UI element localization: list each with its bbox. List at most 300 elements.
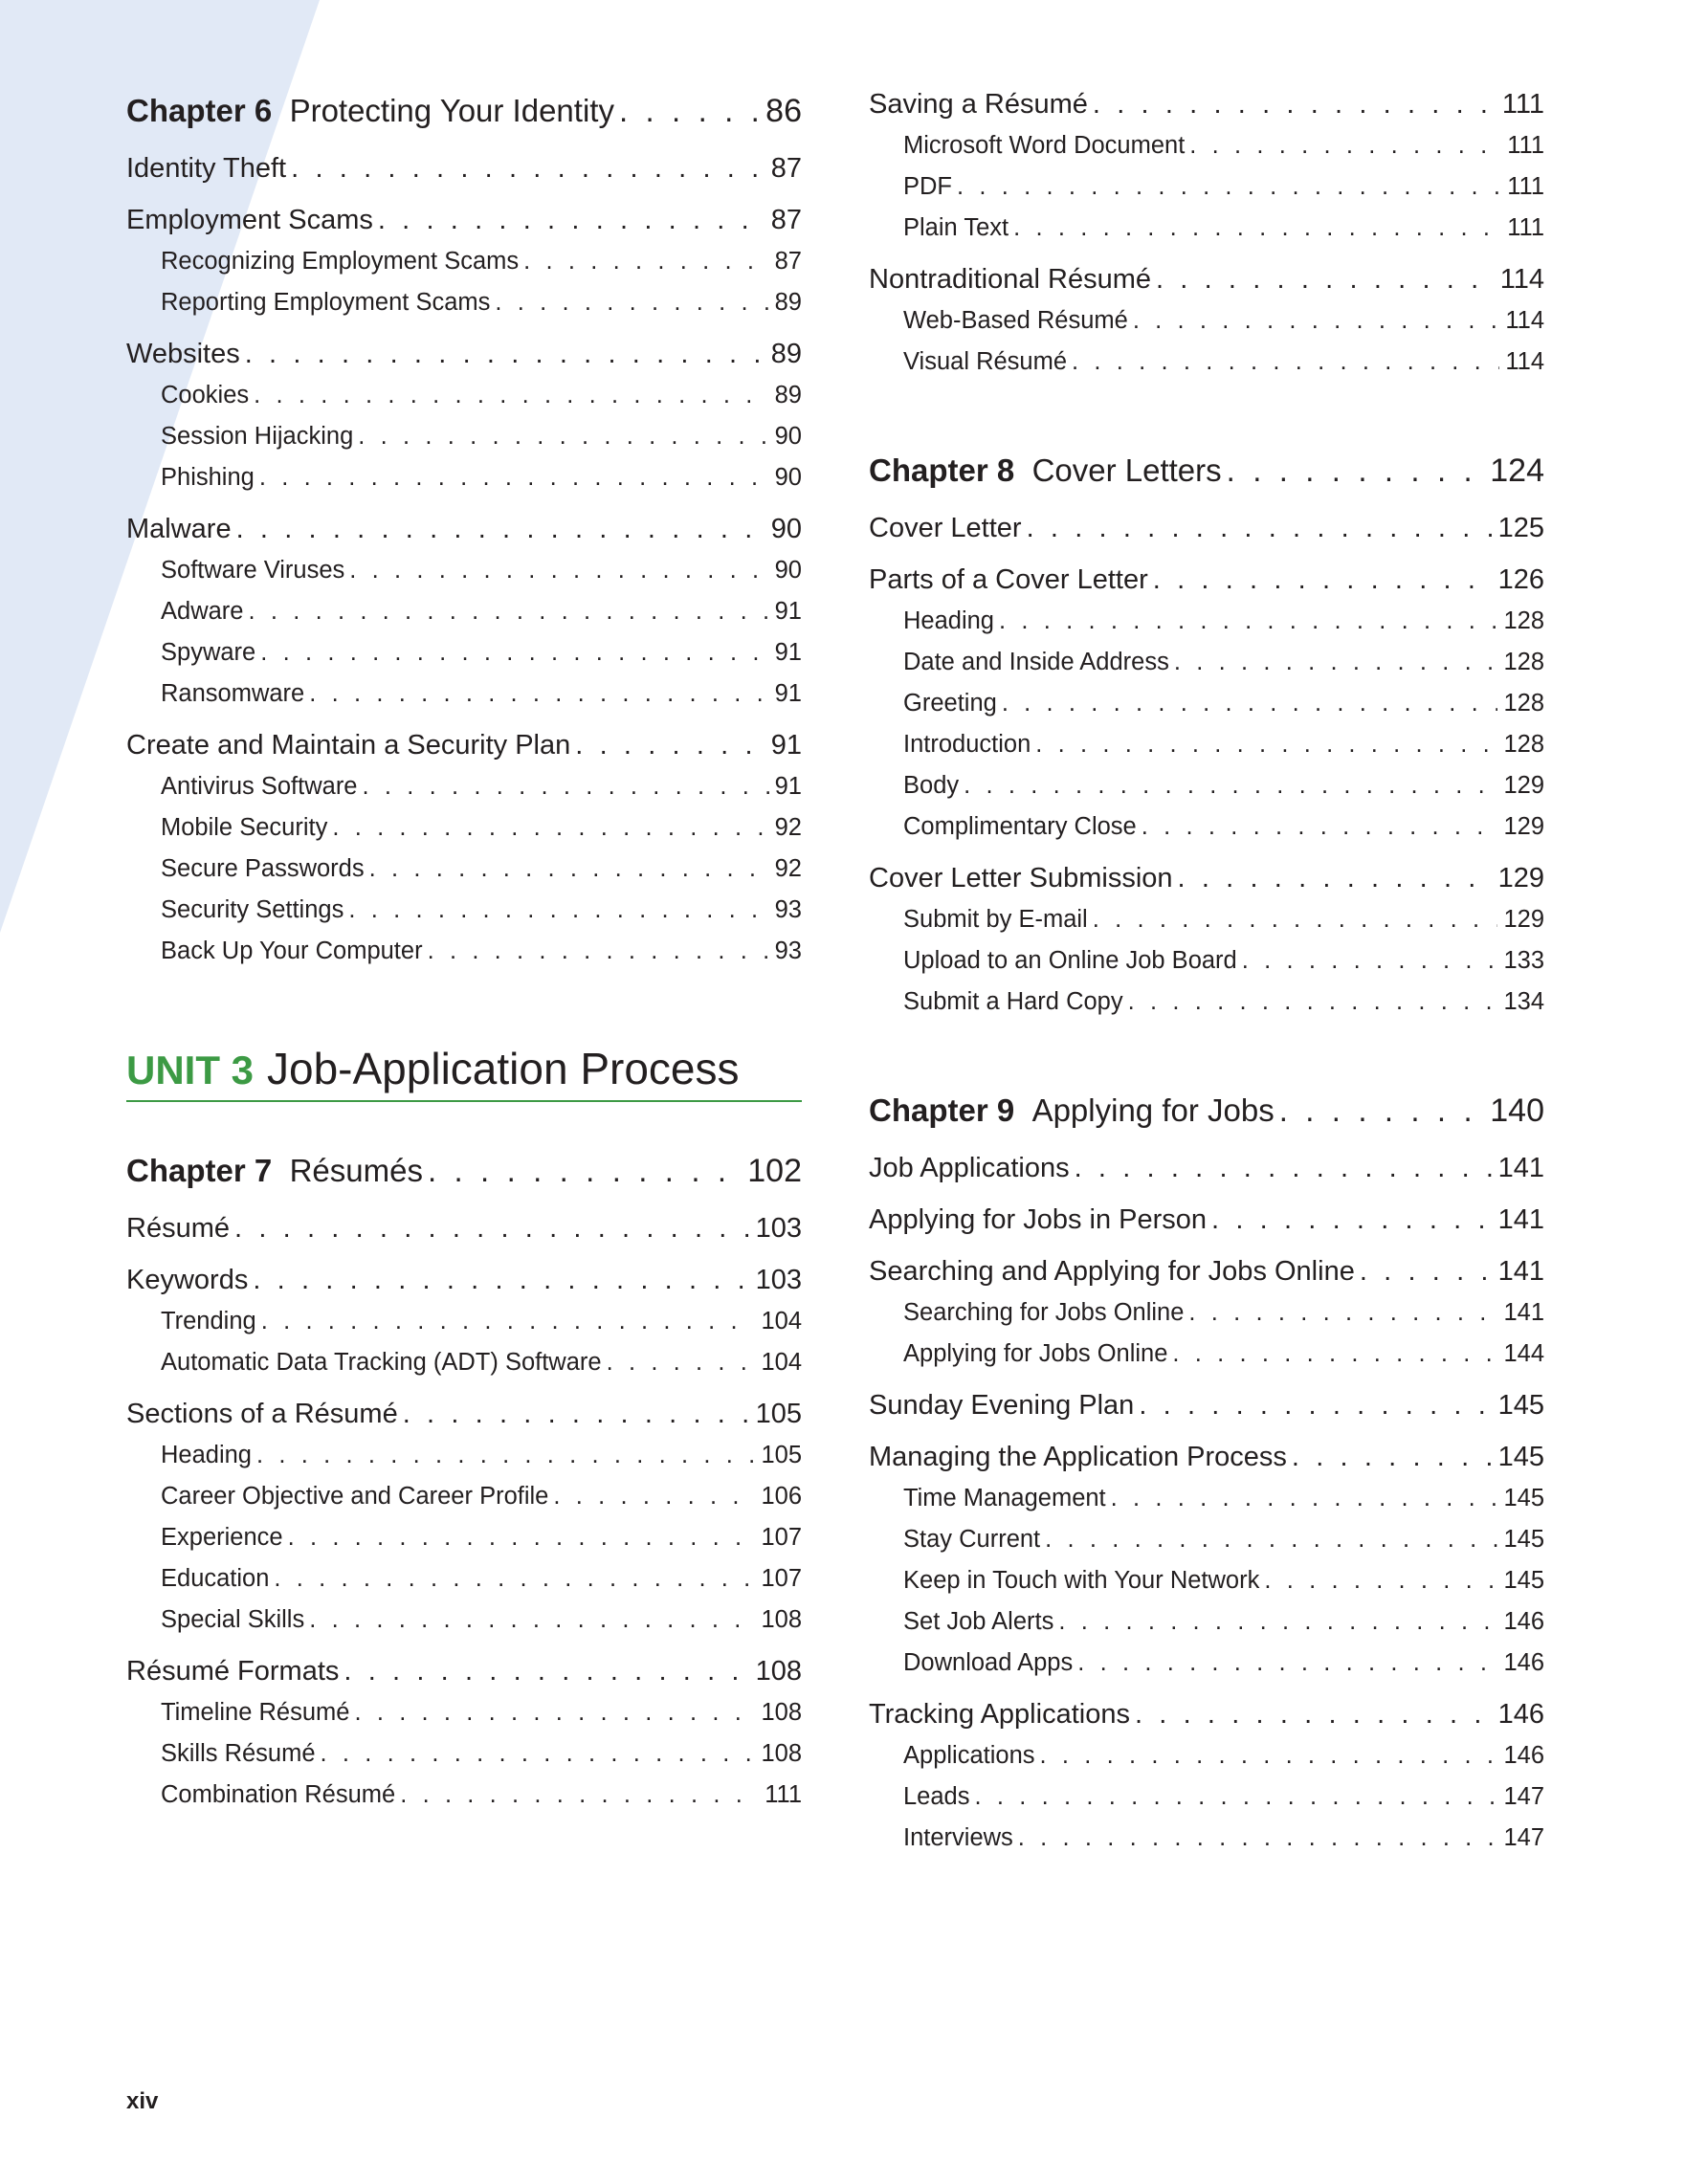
toc-section[interactable]	[126, 509, 802, 550]
entry-page: 141	[1497, 1256, 1544, 1287]
entry-title: Body	[903, 772, 960, 799]
dot-leader	[344, 550, 768, 591]
dot-leader	[1128, 300, 1500, 342]
toc-subsection[interactable]	[126, 282, 802, 323]
entry-title: Interviews	[903, 1824, 1013, 1851]
entry-title: Antivirus Software	[161, 773, 358, 800]
toc-subsection[interactable]	[869, 642, 1544, 683]
toc-subsection[interactable]	[126, 1435, 802, 1476]
toc-chapter-8[interactable]	[869, 444, 1544, 497]
entry-page: 92	[774, 814, 802, 841]
toc-chapter-6[interactable]	[126, 84, 802, 138]
toc-section[interactable]	[869, 1437, 1544, 1478]
entry-title: Back Up Your Computer	[161, 938, 423, 964]
entry-title: Employment Scams	[126, 205, 373, 235]
toc-left-column	[126, 84, 802, 1816]
toc-subsection[interactable]	[126, 1733, 802, 1775]
entry-page: 129	[1503, 906, 1544, 933]
toc-subsection[interactable]	[869, 166, 1544, 208]
entry-page: 145	[1503, 1526, 1544, 1553]
entry-title: Cookies	[161, 382, 250, 408]
entry-page: 90	[774, 464, 802, 491]
dot-leader	[1088, 899, 1498, 940]
chapter-9-entries	[869, 1148, 1544, 1859]
dot-leader	[602, 1342, 756, 1383]
entry-page: 141	[1497, 1153, 1544, 1183]
chapter-title: Protecting Your Identity	[289, 93, 614, 128]
entry-title: Cover Letter Submission	[869, 863, 1173, 893]
toc-subsection[interactable]	[869, 125, 1544, 166]
entry-title: Searching and Applying for Jobs Online	[869, 1256, 1355, 1287]
toc-section[interactable]	[869, 1251, 1544, 1292]
dot-leader	[1123, 982, 1498, 1023]
chapter-8-entries	[869, 508, 1544, 1023]
entry-page: 145	[1497, 1442, 1544, 1472]
dot-leader	[358, 766, 769, 807]
entry-title: Malware	[126, 514, 232, 544]
entry-page: 91	[774, 773, 802, 800]
toc-subsection[interactable]	[869, 940, 1544, 982]
dot-leader	[423, 1144, 742, 1198]
entry-title: Upload to an Online Job Board	[903, 947, 1237, 974]
entry-page: 107	[761, 1565, 802, 1592]
toc-subsection[interactable]	[126, 1599, 802, 1641]
entry-page: 145	[1503, 1567, 1544, 1594]
toc-subsection[interactable]	[869, 1643, 1544, 1684]
dot-leader	[252, 1435, 755, 1476]
unit-label: UNIT 3	[126, 1048, 255, 1092]
entry-page: 146	[1497, 1699, 1544, 1730]
entry-page: 89	[774, 289, 802, 316]
dot-leader	[339, 1651, 749, 1692]
dot-leader	[1148, 560, 1493, 601]
dot-leader	[1073, 1643, 1497, 1684]
dot-leader	[570, 725, 765, 766]
chapter-6-entries	[126, 148, 802, 972]
dot-leader	[398, 1394, 750, 1435]
chapter-page: 140	[1490, 1092, 1544, 1129]
entry-title: Trending	[161, 1308, 256, 1335]
entry-page: 108	[761, 1740, 802, 1767]
dot-leader	[1067, 342, 1499, 383]
toc-subsection[interactable]	[126, 766, 802, 807]
dot-leader	[255, 632, 768, 673]
entry-page: 105	[761, 1442, 802, 1468]
dot-leader	[1275, 1084, 1485, 1137]
entry-title: Combination Résumé	[161, 1781, 396, 1808]
toc-section[interactable]	[869, 1200, 1544, 1241]
dot-leader	[1237, 940, 1498, 982]
dot-leader	[1040, 1519, 1497, 1560]
dot-leader	[256, 1301, 756, 1342]
dot-leader	[1151, 259, 1495, 300]
dot-leader	[316, 1733, 756, 1775]
entry-title: Recognizing Employment Scams	[161, 248, 520, 275]
dot-leader	[248, 1260, 749, 1301]
toc-section[interactable]	[126, 334, 802, 375]
toc-subsection[interactable]	[869, 1292, 1544, 1334]
entry-title: Download Apps	[903, 1649, 1074, 1676]
entry-title: Searching for Jobs Online	[903, 1299, 1185, 1326]
entry-title: Heading	[903, 607, 994, 634]
toc-section[interactable]	[869, 84, 1544, 125]
entry-title: Identity Theft	[126, 153, 287, 184]
dot-leader	[240, 334, 765, 375]
dot-leader	[614, 84, 760, 138]
toc-subsection[interactable]	[126, 375, 802, 416]
entry-title: Set Job Alerts	[903, 1608, 1054, 1635]
entry-page: 128	[1503, 731, 1544, 758]
toc-subsection[interactable]	[869, 1601, 1544, 1643]
toc-section[interactable]	[869, 508, 1544, 549]
entry-page: 91	[770, 730, 802, 761]
entry-page: 90	[774, 557, 802, 584]
dot-leader	[249, 375, 768, 416]
toc-subsection[interactable]	[126, 1517, 802, 1558]
chapter-label: Chapter 9	[869, 1092, 1015, 1128]
toc-subsection[interactable]	[126, 1692, 802, 1733]
dot-leader	[1013, 1818, 1498, 1859]
toc-subsection[interactable]	[869, 982, 1544, 1023]
entry-page: 114	[1505, 307, 1544, 334]
entry-page: 106	[761, 1483, 802, 1510]
entry-page: 90	[770, 514, 802, 544]
dot-leader	[490, 282, 768, 323]
entry-page: 128	[1503, 690, 1544, 717]
toc-subsection[interactable]	[869, 1735, 1544, 1776]
dot-leader	[230, 1208, 750, 1249]
toc-subsection[interactable]	[869, 342, 1544, 383]
entry-title: Tracking Applications	[869, 1699, 1130, 1730]
dot-leader	[1207, 1200, 1493, 1241]
chapter-label: Chapter 7	[126, 1153, 273, 1188]
entry-title: Greeting	[903, 690, 997, 717]
toc-subsection[interactable]	[126, 632, 802, 673]
toc-subsection[interactable]	[126, 849, 802, 890]
entry-page: 87	[774, 248, 802, 275]
toc-subsection[interactable]	[126, 550, 802, 591]
entry-page: 104	[761, 1349, 802, 1376]
entry-page: 103	[755, 1265, 802, 1295]
dot-leader	[353, 416, 768, 457]
entry-title: Session Hijacking	[161, 423, 354, 450]
dot-leader	[1259, 1560, 1497, 1601]
entry-page: 93	[774, 938, 802, 964]
chapter-page: 102	[747, 1153, 802, 1189]
entry-title: Complimentary Close	[903, 813, 1137, 840]
dot-leader	[304, 673, 768, 715]
entry-page: 104	[761, 1308, 802, 1335]
toc-subsection[interactable]	[869, 1478, 1544, 1519]
page-number: xiv	[126, 2088, 159, 2114]
toc-subsection[interactable]	[126, 241, 802, 282]
entry-page: 111	[1501, 89, 1544, 120]
toc-subsection[interactable]	[869, 1519, 1544, 1560]
dot-leader	[1169, 642, 1498, 683]
toc-section[interactable]	[126, 200, 802, 241]
entry-title: Applying for Jobs in Person	[869, 1204, 1208, 1235]
toc-section[interactable]	[869, 1148, 1544, 1189]
entry-title: Experience	[161, 1524, 283, 1551]
dot-leader	[952, 166, 1501, 208]
entry-title: Security Settings	[161, 896, 344, 923]
toc-right-column	[869, 84, 1544, 1859]
entry-page: 147	[1503, 1824, 1544, 1851]
entry-title: Career Objective and Career Profile	[161, 1483, 549, 1510]
entry-page: 114	[1505, 348, 1544, 375]
entry-page: 111	[1507, 214, 1544, 241]
entry-page: 141	[1497, 1204, 1544, 1235]
entry-title: Keep in Touch with Your Network	[903, 1567, 1260, 1594]
dot-leader	[304, 1599, 755, 1641]
dot-leader	[232, 509, 765, 550]
entry-title: Introduction	[903, 731, 1031, 758]
toc-subsection[interactable]	[869, 765, 1544, 806]
entry-page: 111	[1507, 173, 1544, 200]
entry-page: 108	[761, 1606, 802, 1633]
entry-title: Résumé Formats	[126, 1656, 340, 1687]
toc-section[interactable]	[126, 1394, 802, 1435]
entry-title: Applications	[903, 1742, 1035, 1769]
entry-title: Automatic Data Tracking (ADT) Software	[161, 1349, 602, 1376]
entry-page: 90	[774, 423, 802, 450]
dot-leader	[269, 1558, 755, 1599]
entry-page: 128	[1503, 649, 1544, 675]
entry-title: Applying for Jobs Online	[903, 1340, 1168, 1367]
chapter-title: Résumés	[289, 1153, 423, 1188]
dot-leader	[1137, 806, 1498, 848]
toc-chapter-7[interactable]	[126, 1144, 802, 1198]
entry-title: Spyware	[161, 639, 256, 666]
dot-leader	[286, 148, 765, 189]
toc-subsection[interactable]	[869, 208, 1544, 249]
toc-subsection[interactable]	[126, 457, 802, 498]
entry-page: 129	[1503, 813, 1544, 840]
entry-page: 147	[1503, 1783, 1544, 1810]
dot-leader	[1035, 1735, 1498, 1776]
entry-page: 146	[1503, 1649, 1544, 1676]
entry-page: 91	[774, 680, 802, 707]
toc-section[interactable]	[126, 1651, 802, 1692]
toc-subsection[interactable]	[126, 931, 802, 972]
entry-title: Ransomware	[161, 680, 305, 707]
toc-subsection[interactable]	[869, 1560, 1544, 1601]
entry-page: 114	[1499, 264, 1544, 295]
toc-section[interactable]	[126, 1260, 802, 1301]
toc-subsection[interactable]	[869, 899, 1544, 940]
entry-title: Visual Résumé	[903, 348, 1068, 375]
entry-page: 128	[1503, 607, 1544, 634]
entry-page: 108	[761, 1699, 802, 1726]
entry-page: 144	[1503, 1340, 1544, 1367]
toc-subsection[interactable]	[126, 1342, 802, 1383]
entry-title: Keywords	[126, 1265, 249, 1295]
dot-leader	[423, 931, 769, 972]
chapter-page: 124	[1490, 452, 1544, 489]
entry-title: Special Skills	[161, 1606, 305, 1633]
dot-leader	[519, 241, 768, 282]
entry-title: Plain Text	[903, 214, 1009, 241]
dot-leader	[1134, 1385, 1492, 1426]
dot-leader	[994, 601, 1497, 642]
entry-title: Secure Passwords	[161, 855, 365, 882]
dot-leader	[1088, 84, 1496, 125]
entry-page: 111	[765, 1781, 802, 1808]
dot-leader	[1222, 444, 1485, 497]
entry-title: Web-Based Résumé	[903, 307, 1128, 334]
dot-leader	[997, 683, 1498, 724]
dot-leader	[1185, 125, 1501, 166]
entry-title: Date and Inside Address	[903, 649, 1169, 675]
dot-leader	[373, 200, 765, 241]
entry-title: Timeline Résumé	[161, 1699, 350, 1726]
chapter-page: 86	[765, 93, 802, 129]
toc-chapter-9[interactable]	[869, 1084, 1544, 1137]
entry-page: 108	[755, 1656, 802, 1687]
entry-page: 105	[755, 1399, 802, 1429]
entry-page: 111	[1507, 132, 1544, 159]
entry-title: Parts of a Cover Letter	[869, 564, 1148, 595]
entry-title: Sunday Evening Plan	[869, 1390, 1135, 1421]
entry-page: 141	[1503, 1299, 1544, 1326]
dot-leader	[1009, 208, 1501, 249]
toc-subsection[interactable]	[869, 1818, 1544, 1859]
dot-leader	[1070, 1148, 1493, 1189]
entry-page: 133	[1503, 947, 1544, 974]
entry-title: Adware	[161, 598, 244, 625]
entry-title: Reporting Employment Scams	[161, 289, 491, 316]
toc-section[interactable]	[869, 560, 1544, 601]
toc-subsection[interactable]	[869, 1334, 1544, 1375]
toc-section[interactable]	[869, 259, 1544, 300]
entry-page: 93	[774, 896, 802, 923]
unit-title: Job-Application Process	[267, 1044, 740, 1093]
toc-section[interactable]	[126, 1208, 802, 1249]
toc-subsection[interactable]	[869, 683, 1544, 724]
entry-title: Software Viruses	[161, 557, 345, 584]
dot-leader	[1167, 1334, 1497, 1375]
entry-page: 92	[774, 855, 802, 882]
entry-page: 103	[755, 1213, 802, 1244]
entry-page: 87	[770, 153, 802, 184]
entry-page: 145	[1503, 1485, 1544, 1511]
dot-leader	[959, 765, 1497, 806]
dot-leader	[1355, 1251, 1493, 1292]
entry-title: Heading	[161, 1442, 252, 1468]
entry-page: 129	[1503, 772, 1544, 799]
dot-leader	[1106, 1478, 1498, 1519]
dot-leader	[1173, 858, 1493, 899]
dot-leader	[255, 457, 769, 498]
chapter-title: Applying for Jobs	[1031, 1092, 1275, 1128]
unit-heading	[126, 1037, 802, 1102]
entry-page: 89	[770, 339, 802, 369]
toc-subsection[interactable]	[126, 1476, 802, 1517]
entry-title: Managing the Application Process	[869, 1442, 1287, 1472]
toc-section[interactable]	[869, 1694, 1544, 1735]
entry-title: Submit by E-mail	[903, 906, 1088, 933]
dot-leader	[243, 591, 768, 632]
entry-page: 126	[1497, 564, 1544, 595]
dot-leader	[1053, 1601, 1497, 1643]
entry-page: 107	[761, 1524, 802, 1551]
entry-page: 129	[1497, 863, 1544, 893]
dot-leader	[1130, 1694, 1493, 1735]
toc-section[interactable]	[869, 858, 1544, 899]
dot-leader	[283, 1517, 756, 1558]
entry-page: 91	[774, 598, 802, 625]
entry-title: Leads	[903, 1783, 970, 1810]
dot-leader	[1287, 1437, 1493, 1478]
toc-subsection[interactable]	[869, 806, 1544, 848]
toc-section[interactable]	[126, 725, 802, 766]
entry-title: Create and Maintain a Security Plan	[126, 730, 571, 761]
entry-page: 134	[1503, 988, 1544, 1015]
dot-leader	[365, 849, 769, 890]
entry-page: 146	[1503, 1608, 1544, 1635]
dot-leader	[969, 1776, 1497, 1818]
entry-page: 145	[1497, 1390, 1544, 1421]
entry-title: Microsoft Word Document	[903, 132, 1186, 159]
chapter-label: Chapter 6	[126, 93, 273, 128]
entry-title: Cover Letter	[869, 513, 1022, 543]
dot-leader	[327, 807, 768, 849]
toc-subsection[interactable]	[126, 890, 802, 931]
entry-title: Job Applications	[869, 1153, 1070, 1183]
toc-subsection[interactable]	[126, 807, 802, 849]
entry-title: Time Management	[903, 1485, 1106, 1511]
entry-page: 91	[774, 639, 802, 666]
entry-title: Stay Current	[903, 1526, 1041, 1553]
toc-subsection[interactable]	[869, 724, 1544, 765]
dot-leader	[548, 1476, 755, 1517]
toc-subsection[interactable]	[126, 591, 802, 632]
toc-subsection[interactable]	[869, 300, 1544, 342]
entry-title: PDF	[903, 173, 952, 200]
toc-subsection[interactable]	[869, 601, 1544, 642]
chapter-7-entries	[126, 1208, 802, 1816]
toc-section[interactable]	[869, 1385, 1544, 1426]
entry-page: 146	[1503, 1742, 1544, 1769]
dot-leader	[1184, 1292, 1497, 1334]
entry-title: Phishing	[161, 464, 255, 491]
chapter-label: Chapter 8	[869, 452, 1015, 488]
dot-leader	[349, 1692, 755, 1733]
toc-subsection[interactable]	[126, 416, 802, 457]
toc-section[interactable]	[126, 148, 802, 189]
toc-subsection[interactable]	[869, 1776, 1544, 1818]
chapter-7-continued-entries	[869, 84, 1544, 383]
toc-subsection[interactable]	[126, 673, 802, 715]
entry-page: 87	[770, 205, 802, 235]
dot-leader	[344, 890, 768, 931]
entry-title: Websites	[126, 339, 240, 369]
entry-title: Skills Résumé	[161, 1740, 316, 1767]
entry-page: 125	[1497, 513, 1544, 543]
entry-title: Saving a Résumé	[869, 89, 1088, 120]
entry-page: 89	[774, 382, 802, 408]
toc-subsection[interactable]	[126, 1775, 802, 1816]
entry-title: Nontraditional Résumé	[869, 264, 1151, 295]
toc-subsection[interactable]	[126, 1558, 802, 1599]
dot-leader	[1031, 724, 1497, 765]
entry-title: Mobile Security	[161, 814, 328, 841]
dot-leader	[1022, 508, 1493, 549]
entry-title: Education	[161, 1565, 270, 1592]
entry-title: Sections of a Résumé	[126, 1399, 398, 1429]
dot-leader	[395, 1775, 759, 1816]
toc-subsection[interactable]	[126, 1301, 802, 1342]
